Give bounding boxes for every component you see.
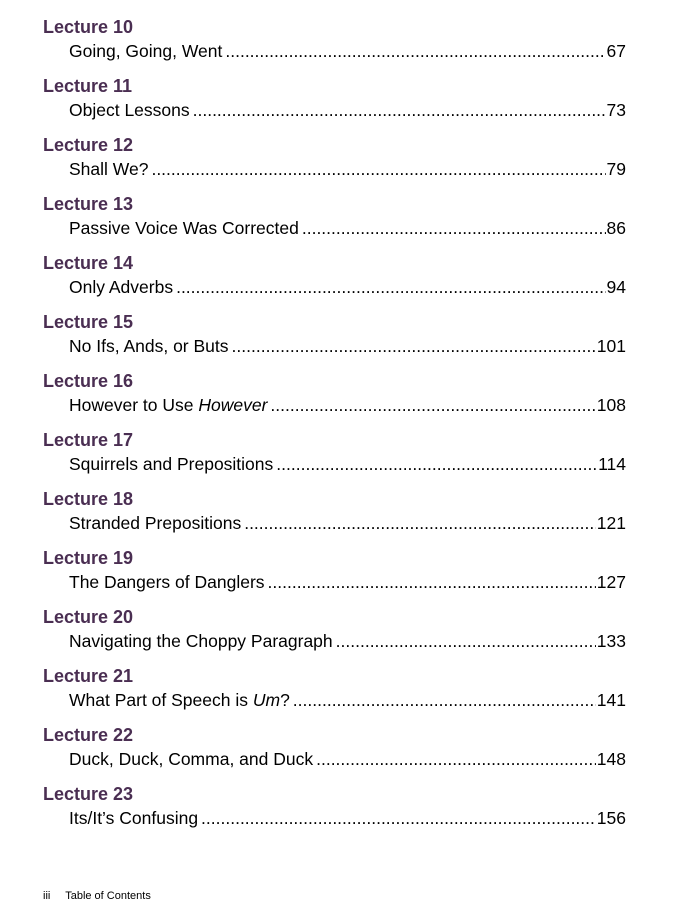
- toc-entry-lecture-16[interactable]: [43, 370, 626, 429]
- toc-line: [69, 39, 626, 63]
- page-number: 133: [596, 631, 626, 651]
- lecture-title-text: However to Use: [69, 395, 199, 415]
- lecture-title: [69, 393, 267, 417]
- lecture-title-italic: Um: [252, 690, 281, 710]
- toc-entry-lecture-11[interactable]: [43, 75, 626, 134]
- page-number: 127: [596, 572, 626, 592]
- toc-line: [69, 334, 626, 358]
- lecture-heading: Lecture 16: [43, 371, 134, 391]
- dot-leader: [336, 629, 596, 653]
- toc-entry-lecture-22[interactable]: [43, 724, 626, 783]
- lecture-title-italic: However: [198, 395, 268, 415]
- dot-leader: [302, 216, 606, 240]
- footer-page-number: iii: [43, 890, 51, 902]
- toc-line: [69, 747, 626, 771]
- footer-label: Table of Contents: [65, 890, 151, 902]
- lecture-heading: Lecture 22: [43, 725, 134, 745]
- dot-leader: [270, 393, 595, 417]
- lecture-title: Squirrels and Prepositions: [69, 454, 274, 474]
- toc-entry-lecture-17[interactable]: [43, 429, 626, 488]
- page-footer: [43, 889, 163, 903]
- lecture-title: Its/It’s Confusing: [69, 808, 199, 828]
- dot-leader: [244, 511, 596, 535]
- toc-line: [69, 98, 626, 122]
- toc-line: [69, 275, 626, 299]
- lecture-title: Stranded Prepositions: [69, 513, 242, 533]
- lecture-heading: Lecture 17: [43, 430, 134, 450]
- toc-line: [69, 629, 626, 653]
- toc-entry-lecture-20[interactable]: [43, 606, 626, 665]
- page-number: 148: [596, 749, 626, 769]
- lecture-heading: Lecture 11: [43, 76, 133, 96]
- lecture-title: Object Lessons: [69, 100, 190, 120]
- lecture-heading: Lecture 19: [43, 548, 134, 568]
- toc-entry-lecture-10[interactable]: [43, 16, 626, 75]
- dot-leader: [201, 806, 596, 830]
- toc-entry-lecture-12[interactable]: [43, 134, 626, 193]
- lecture-title: Going, Going, Went: [69, 41, 223, 61]
- page-number: 121: [596, 513, 626, 533]
- dot-leader: [176, 275, 605, 299]
- lecture-title: The Dangers of Danglers: [69, 572, 265, 592]
- lecture-title: Duck, Duck, Comma, and Duck: [69, 749, 314, 769]
- page-number: 73: [606, 100, 626, 120]
- dot-leader: [225, 39, 605, 63]
- lecture-title: Shall We?: [69, 159, 149, 179]
- lecture-title: Navigating the Choppy Paragraph: [69, 631, 333, 651]
- toc-line: [69, 570, 626, 594]
- toc-entry-lecture-19[interactable]: [43, 547, 626, 606]
- dot-leader: [232, 334, 596, 358]
- lecture-heading: Lecture 21: [43, 666, 134, 686]
- toc-line: [69, 393, 626, 417]
- page-number: 94: [606, 277, 626, 297]
- page-number: 67: [606, 41, 626, 61]
- lecture-heading: Lecture 18: [43, 489, 134, 509]
- page-number: 141: [596, 690, 626, 710]
- toc-entry-lecture-21[interactable]: [43, 665, 626, 724]
- dot-leader: [293, 688, 596, 712]
- toc-entry-lecture-18[interactable]: [43, 488, 626, 547]
- toc-line: [69, 216, 626, 240]
- lecture-title: Only Adverbs: [69, 277, 174, 297]
- dot-leader: [268, 570, 596, 594]
- dot-leader: [316, 747, 596, 771]
- dot-leader: [276, 452, 597, 476]
- lecture-heading: Lecture 20: [43, 607, 134, 627]
- lecture-title: Passive Voice Was Corrected: [69, 218, 299, 238]
- lecture-title-suffix: ?: [280, 690, 290, 710]
- toc-entry-lecture-23[interactable]: [43, 783, 626, 842]
- page-number: 101: [596, 336, 626, 356]
- dot-leader: [193, 98, 606, 122]
- lecture-heading: Lecture 23: [43, 784, 134, 804]
- page-number: 108: [596, 395, 626, 415]
- page-number: 79: [606, 159, 626, 179]
- toc-line: [69, 688, 626, 712]
- table-of-contents: [43, 16, 626, 842]
- lecture-heading: Lecture 10: [43, 17, 134, 37]
- toc-entry-lecture-14[interactable]: [43, 252, 626, 311]
- dot-leader: [151, 157, 605, 181]
- lecture-title: No Ifs, Ands, or Buts: [69, 336, 229, 356]
- toc-line: [69, 157, 626, 181]
- lecture-heading: Lecture 12: [43, 135, 134, 155]
- toc-line: [69, 452, 626, 476]
- lecture-title: [69, 688, 290, 712]
- toc-entry-lecture-15[interactable]: [43, 311, 626, 370]
- toc-line: [69, 806, 626, 830]
- page-number: 114: [598, 454, 626, 474]
- lecture-heading: Lecture 14: [43, 253, 134, 273]
- lecture-title-text: What Part of Speech is: [69, 690, 253, 710]
- page-number: 156: [596, 808, 626, 828]
- page-number: 86: [606, 218, 626, 238]
- lecture-heading: Lecture 15: [43, 312, 134, 332]
- toc-entry-lecture-13[interactable]: [43, 193, 626, 252]
- lecture-heading: Lecture 13: [43, 194, 134, 214]
- toc-line: [69, 511, 626, 535]
